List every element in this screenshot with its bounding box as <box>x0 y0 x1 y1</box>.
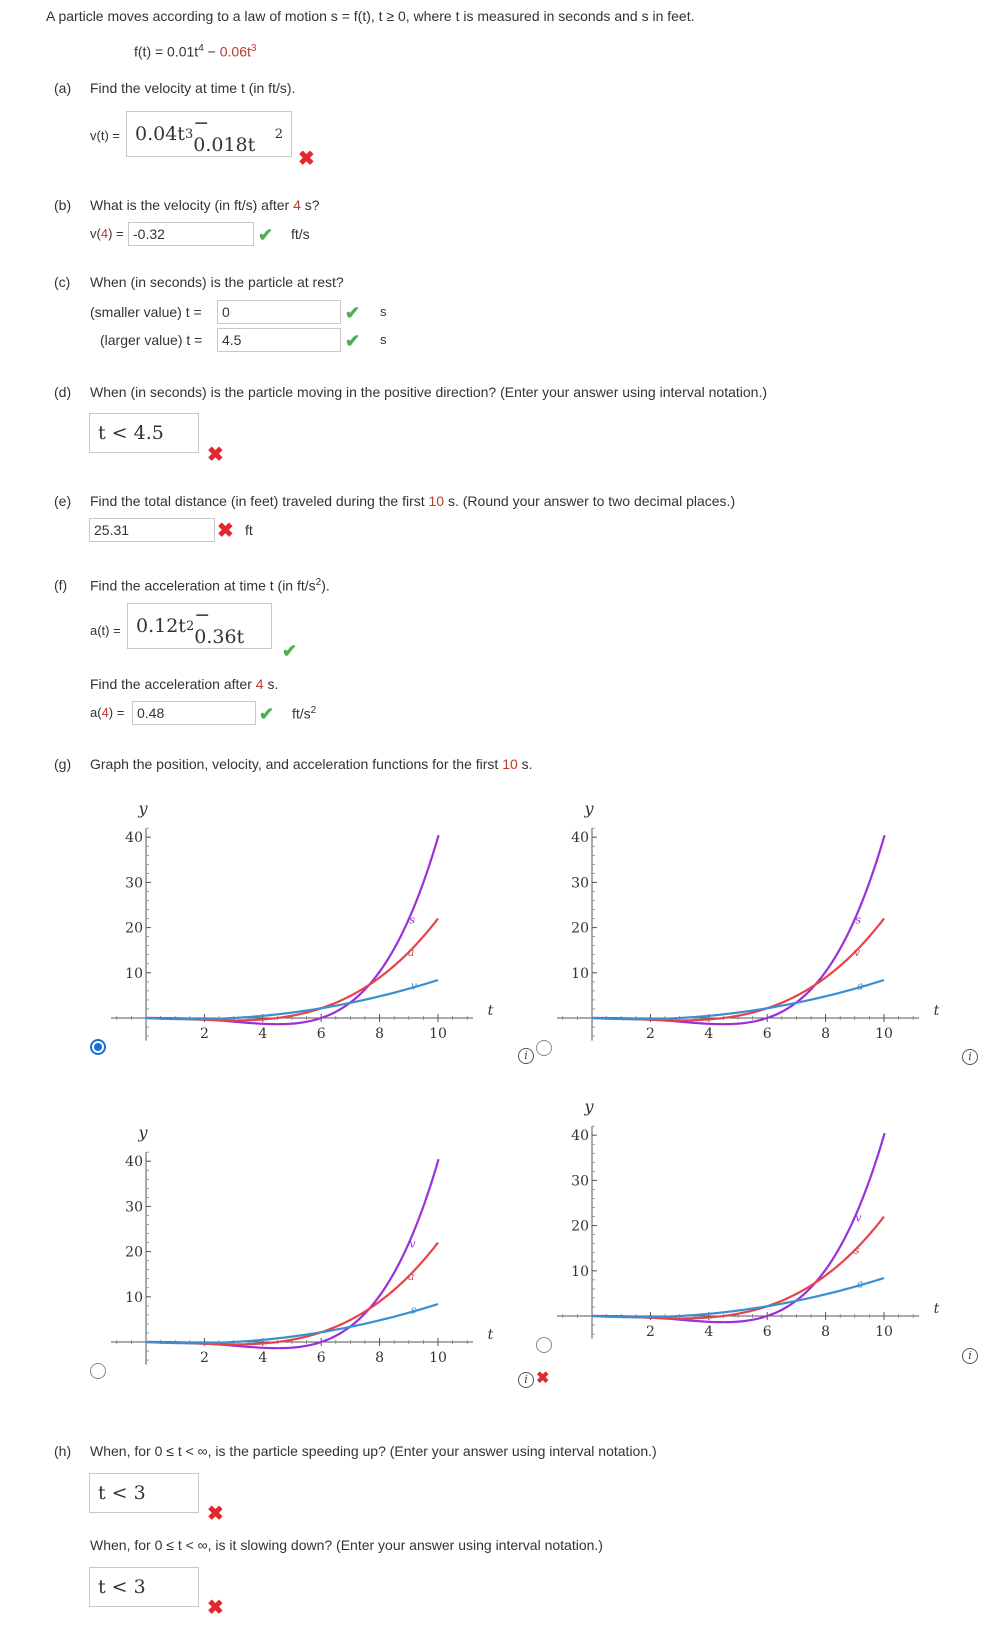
y-tick-label: 20 <box>571 1218 589 1235</box>
x-tick-label: 6 <box>762 1026 772 1042</box>
y-tick-label: 40 <box>125 1154 143 1171</box>
smaller-unit: s <box>380 304 387 319</box>
correct-icon: ✔ <box>345 331 361 351</box>
curve-label-a: a <box>856 1277 864 1291</box>
pg-q-post: s. <box>517 756 533 772</box>
larger-value-label: (larger value) t = <box>100 332 203 348</box>
info-icon[interactable]: i <box>518 1048 534 1064</box>
part-h-letter: (h) <box>54 1443 72 1459</box>
curve-label-v: v <box>409 1237 416 1251</box>
af-e1: 2 <box>185 618 195 634</box>
x-tick-label: 10 <box>875 1026 893 1042</box>
part-c-question: When (in seconds) is the particle at rest? <box>90 274 344 290</box>
curve-label-s: s <box>855 913 861 927</box>
part-e-letter: (e) <box>54 493 72 509</box>
y-tick-label: 30 <box>571 875 589 892</box>
x-axis-label: t <box>933 1301 940 1317</box>
pf-unit2-sup: 2 <box>310 705 317 716</box>
part-d-letter: (d) <box>54 384 72 400</box>
pf-q2-num: 4 <box>255 676 264 692</box>
pf-l2-num: 4 <box>101 705 109 720</box>
pf-q-pre: Find the acceleration at time t (in ft/s <box>90 577 316 594</box>
x-tick-label: 10 <box>429 1026 447 1042</box>
correct-icon: ✔ <box>258 225 274 245</box>
y-tick-label: 10 <box>125 965 143 982</box>
part-a-question: Find the velocity at time t (in ft/s). <box>90 80 296 96</box>
part-b-q-num: 4 <box>293 197 301 213</box>
part-h-question2: When, for 0 ≤ t < ∞, is it slowing down? (Enter your answer using interval notation.) <box>90 1537 603 1553</box>
graph-option-4-radio[interactable] <box>536 1337 552 1353</box>
curve-label-v: v <box>855 1211 862 1225</box>
pf-l2-post: ) = <box>108 705 125 720</box>
curve-s <box>592 1217 884 1319</box>
x-tick-label: 10 <box>875 1324 893 1340</box>
pf-q-sup: 2 <box>315 577 322 588</box>
va-e2: 2 <box>274 126 283 142</box>
x-tick-label: 6 <box>316 1026 326 1042</box>
y-tick-label: 20 <box>125 920 143 937</box>
y-axis-label: y <box>138 1123 148 1143</box>
pf-q2-post: s. <box>263 676 279 692</box>
pf-l2-pre: a( <box>90 705 102 720</box>
graph-option-1-radio[interactable] <box>90 1039 106 1055</box>
correct-icon: ✔ <box>259 704 275 724</box>
f-exp1: 4 <box>198 43 204 54</box>
curve-v <box>592 1133 885 1322</box>
incorrect-icon: ✖ <box>217 520 234 542</box>
y-tick-label: 40 <box>571 1128 589 1145</box>
x-tick-label: 2 <box>645 1026 655 1042</box>
part-c-letter: (c) <box>54 274 71 290</box>
curve-label-s: s <box>409 913 415 927</box>
x-axis-label: t <box>487 1327 494 1343</box>
velocity-at-4-input[interactable]: -0.32 <box>128 222 254 246</box>
x-tick-label: 2 <box>645 1324 655 1340</box>
graph-option-2-radio[interactable] <box>536 1040 552 1056</box>
x-tick-label: 4 <box>704 1324 714 1340</box>
x-tick-label: 4 <box>704 1026 714 1042</box>
slowing-down-field[interactable]: t < 3 <box>89 1567 199 1607</box>
y-tick-label: 30 <box>125 1199 143 1216</box>
curve-a <box>592 1278 884 1317</box>
part-g-letter: (g) <box>54 756 72 772</box>
part-a-letter: (a) <box>54 80 72 96</box>
y-tick-label: 10 <box>571 965 589 982</box>
pe-q-pre: Find the total distance (in feet) traveled during the first <box>90 493 429 509</box>
x-axis-label: t <box>487 1003 494 1019</box>
total-distance-input[interactable]: 25.31 <box>89 518 215 542</box>
info-icon[interactable]: i <box>962 1348 978 1364</box>
y-tick-label: 30 <box>125 875 143 892</box>
y-tick-label: 10 <box>571 1263 589 1280</box>
pb-l-num: 4 <box>100 226 109 241</box>
problem-statement: A particle moves according to a law of motion s = f(t), t ≥ 0, where t is measured in seconds and s in feet. <box>46 8 695 24</box>
pe-q-post: s. (Round your answer to two decimal places.) <box>444 493 736 509</box>
f-coef2: 0.06t <box>219 43 251 60</box>
y-tick-label: 10 <box>125 1289 143 1306</box>
part-h-question1: When, for 0 ≤ t < ∞, is the particle speeding up? (Enter your answer using interval notation.) <box>90 1443 657 1459</box>
pf-q2-pre: Find the acceleration after <box>90 676 256 692</box>
part-d-question: When (in seconds) is the particle moving in the positive direction? (Enter your answer using interval notation.) <box>90 384 767 400</box>
part-a-label: v(t) = <box>90 128 120 143</box>
x-tick-label: 8 <box>375 1350 385 1366</box>
y-axis-label: y <box>138 799 148 819</box>
y-axis-label: y <box>584 1097 594 1117</box>
smaller-t-input[interactable]: 0 <box>217 300 341 324</box>
x-axis-label: t <box>933 1003 940 1019</box>
curve-label-v: v <box>853 945 861 959</box>
x-tick-label: 2 <box>199 1026 209 1042</box>
part-b-letter: (b) <box>54 197 72 213</box>
pb-l-post: ) = <box>108 226 124 241</box>
y-tick-label: 40 <box>125 830 143 847</box>
y-tick-label: 20 <box>125 1244 143 1261</box>
pg-q-num: 10 <box>502 756 518 772</box>
positive-direction-field[interactable]: t < 4.5 <box>89 413 199 453</box>
incorrect-icon: ✖ <box>207 444 224 466</box>
part-b-unit: ft/s <box>291 226 310 242</box>
af-c1: 0.12t <box>136 615 186 637</box>
af-mid: − 0.36t <box>194 604 245 648</box>
incorrect-icon: ✖ <box>298 148 315 170</box>
pf-q-post: ). <box>321 577 330 594</box>
x-tick-label: 8 <box>821 1324 831 1340</box>
y-tick-label: 30 <box>571 1173 589 1190</box>
part-e-unit: ft <box>245 522 253 538</box>
x-tick-label: 4 <box>258 1350 268 1366</box>
y-tick-label: 20 <box>571 920 589 937</box>
curve-label-a: a <box>856 979 864 993</box>
smaller-value-label: (smaller value) t = <box>90 304 202 320</box>
f-prefix: f(t) = 0.01t <box>134 43 199 60</box>
x-tick-label: 10 <box>429 1350 447 1366</box>
x-tick-label: 6 <box>762 1324 772 1340</box>
pe-q-num: 10 <box>428 493 445 509</box>
curve-label-v: v <box>410 979 418 993</box>
curve-label-a: a <box>407 945 415 959</box>
x-tick-label: 2 <box>199 1350 209 1366</box>
pg-q-pre: Graph the position, velocity, and acceleration functions for the first <box>90 756 503 772</box>
acceleration-at-4-input[interactable]: 0.48 <box>132 701 256 725</box>
y-axis-label: y <box>584 799 594 819</box>
correct-icon: ✔ <box>282 641 298 661</box>
curve-label-s: s <box>853 1243 860 1257</box>
info-icon[interactable]: i <box>518 1372 534 1388</box>
larger-unit: s <box>380 332 387 347</box>
f-mid: − <box>203 43 220 60</box>
graph-option-3-radio[interactable] <box>90 1363 106 1379</box>
pb-l-pre: v( <box>90 226 101 241</box>
part-f-letter: (f) <box>54 577 68 593</box>
speeding-up-field[interactable]: t < 3 <box>89 1473 199 1513</box>
part-b-q-pre: What is the velocity (in ft/s) after <box>90 197 294 213</box>
pf-unit2: ft/s <box>292 705 311 722</box>
curve-label-s: s <box>410 1303 417 1317</box>
incorrect-icon: ✖ <box>207 1503 224 1525</box>
va-c1: 0.04t <box>135 123 185 145</box>
incorrect-icon: ✖ <box>207 1597 224 1619</box>
y-tick-label: 40 <box>571 830 589 847</box>
info-icon[interactable]: i <box>962 1049 978 1065</box>
x-tick-label: 4 <box>258 1026 268 1042</box>
correct-icon: ✔ <box>345 303 361 323</box>
part-b-q-post: s? <box>300 197 320 213</box>
curve-label-a: a <box>407 1269 415 1283</box>
incorrect-icon: ✖ <box>536 1370 550 1387</box>
f-exp2: 3 <box>250 43 257 54</box>
part-f-label: a(t) = <box>90 623 121 638</box>
larger-t-input[interactable]: 4.5 <box>217 328 341 352</box>
x-tick-label: 8 <box>821 1026 831 1042</box>
x-tick-label: 8 <box>375 1026 385 1042</box>
va-mid: − 0.018t <box>193 112 256 156</box>
va-e1: 3 <box>184 126 194 142</box>
x-tick-label: 6 <box>316 1350 326 1366</box>
